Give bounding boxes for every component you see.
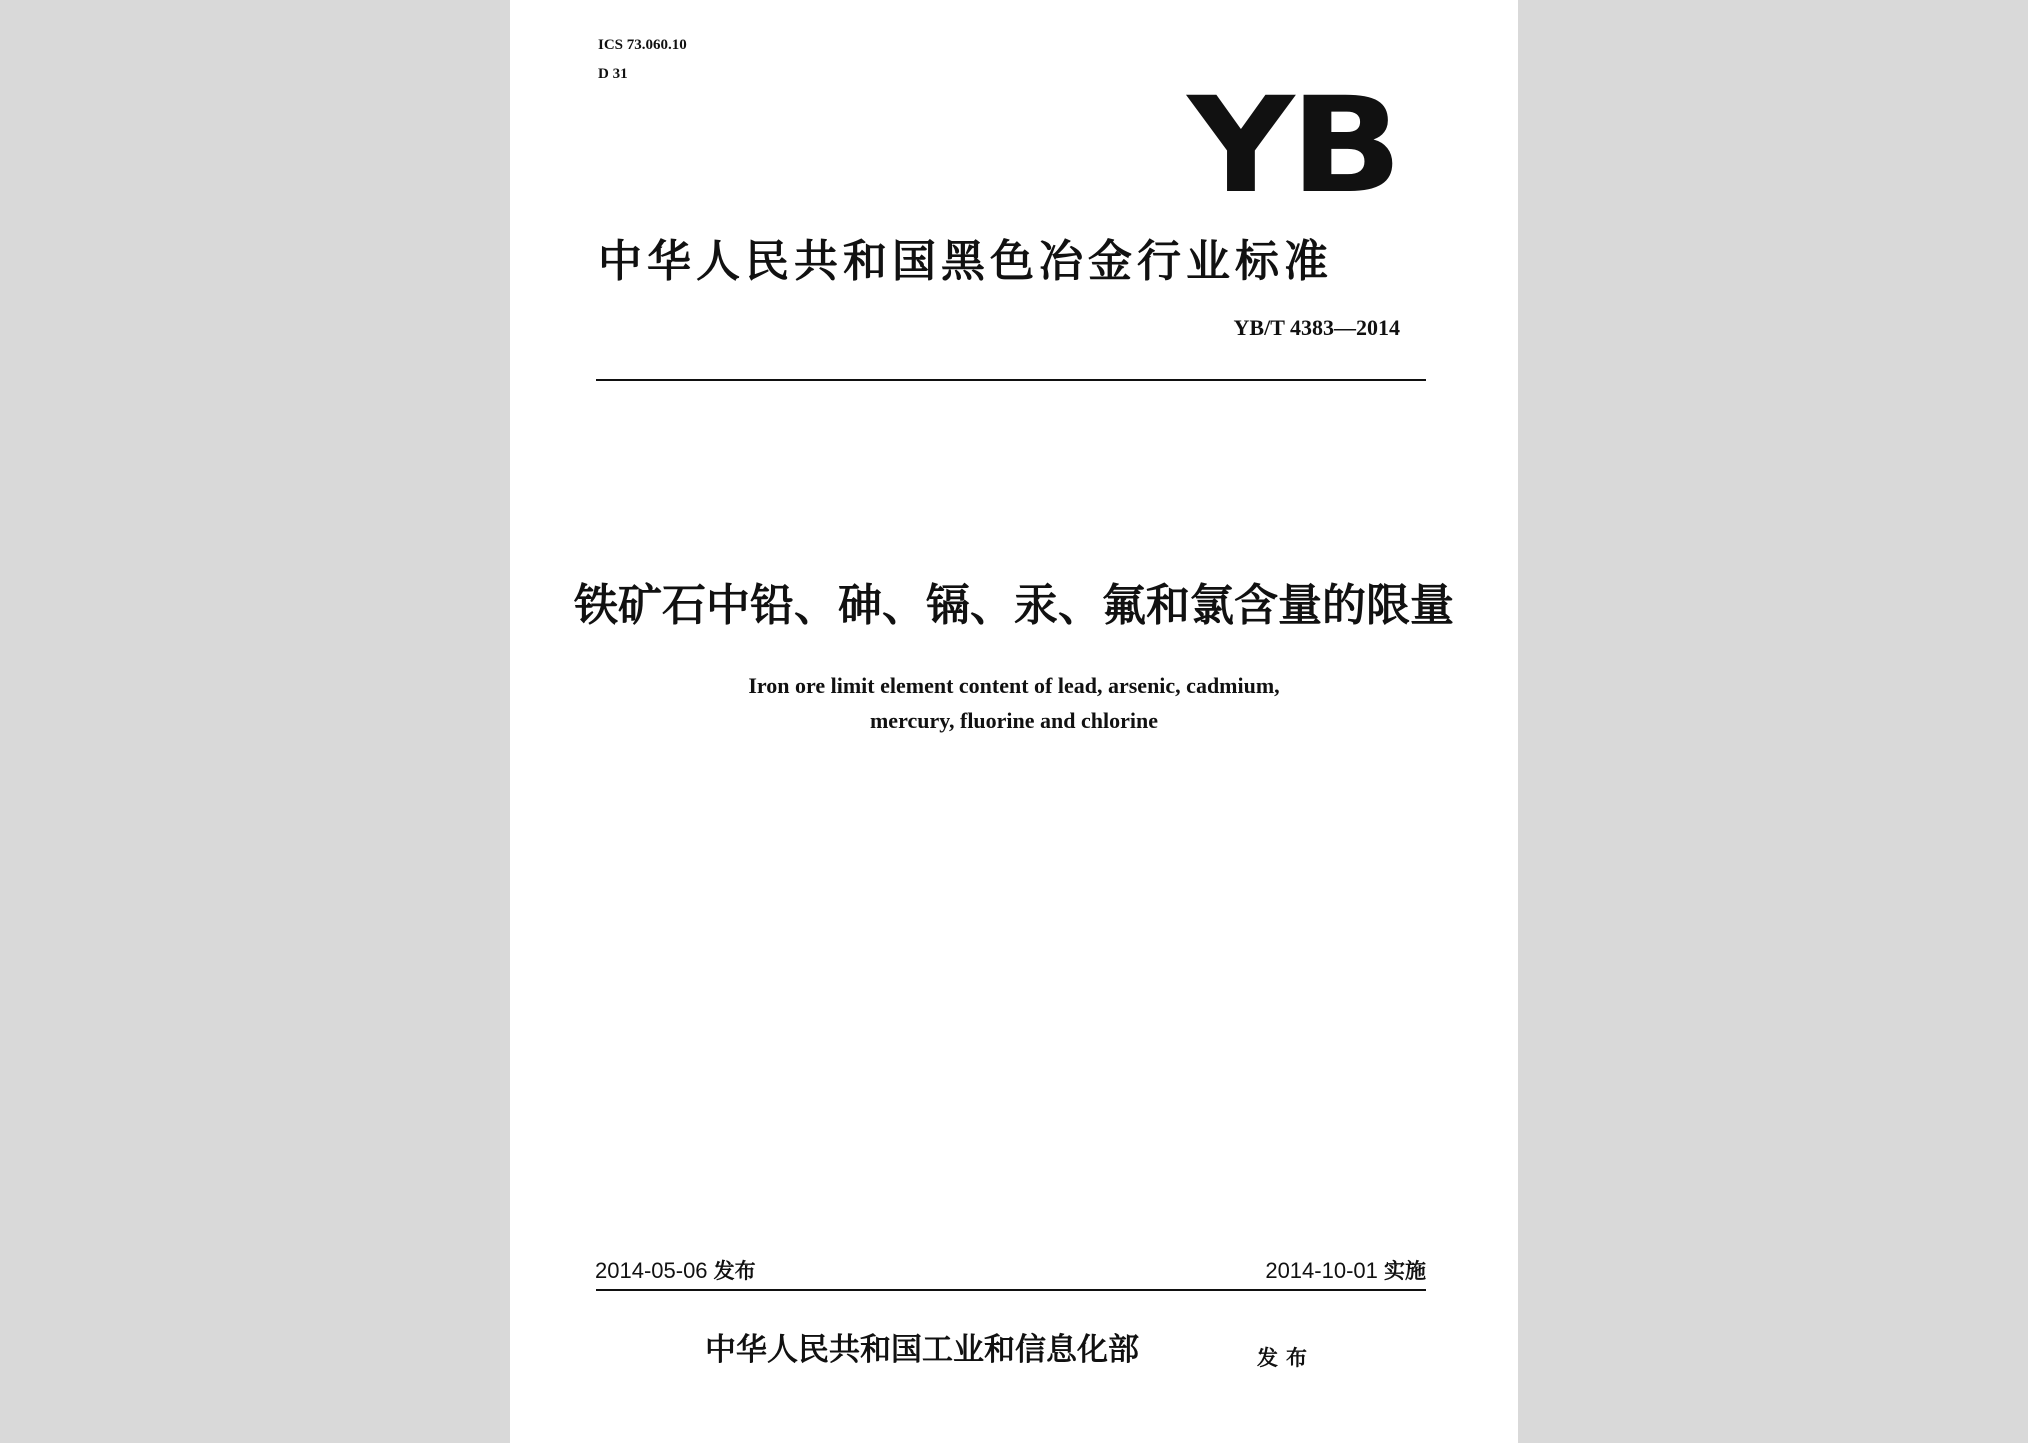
standard-category-title: 中华人民共和国黑色冶金行业标准 bbox=[598, 236, 1333, 287]
implementation-label: 实施 bbox=[1384, 1259, 1426, 1283]
document-title-chinese: 铁矿石中铅、砷、镉、汞、氟和氯含量的限量 bbox=[574, 580, 1454, 631]
issue-label: 发布 bbox=[713, 1259, 756, 1283]
document-title-english-line2: mercury, fluorine and chlorine bbox=[869, 708, 1159, 733]
document-page bbox=[510, 0, 1518, 1443]
document-title-english bbox=[510, 668, 1518, 738]
ics-code: ICS 73.060.10 bbox=[598, 37, 687, 53]
document-title-english-line1: Iron ore limit element content of lead, arsenic, cadmium, bbox=[748, 673, 1280, 698]
standard-number: YB/T 4383—2014 bbox=[1233, 315, 1400, 340]
issuing-authority: 中华人民共和国工业和信息化部 bbox=[705, 1332, 1139, 1368]
issuing-action: 发布 bbox=[1257, 1346, 1315, 1370]
issue-date: 2014-05-06 bbox=[595, 1258, 708, 1283]
implementation-date-block bbox=[1265, 1255, 1426, 1285]
bottom-divider bbox=[596, 1289, 1426, 1291]
top-divider bbox=[596, 379, 1426, 381]
yb-logo: YB bbox=[1187, 69, 1398, 223]
classification-code: D 31 bbox=[598, 66, 628, 82]
issue-date-block bbox=[595, 1255, 756, 1285]
implementation-date: 2014-10-01 bbox=[1265, 1258, 1378, 1283]
